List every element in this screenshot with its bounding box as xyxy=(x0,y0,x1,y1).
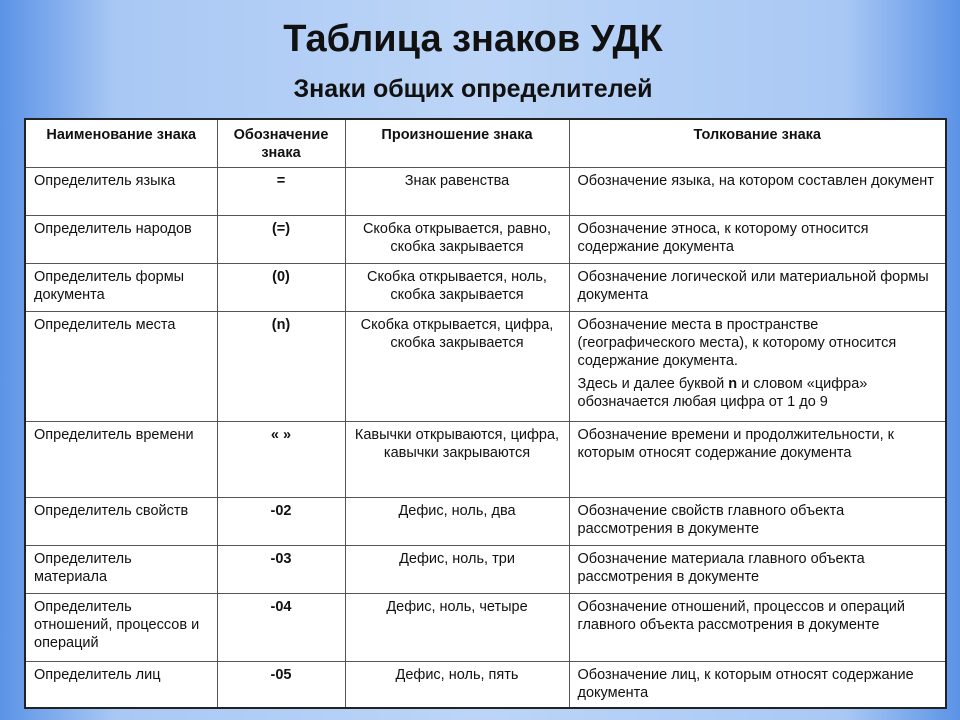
sign-pronunciation: Кавычки открываются, цифра, кавычки закрываются xyxy=(345,422,569,498)
sign-description: Обозначение отношений, процессов и операций главного объекта рассмотрения в документе xyxy=(569,594,946,662)
sign-description: Обозначение материала главного объекта рассмотрения в документе xyxy=(569,546,946,594)
sign-name: Определитель времени xyxy=(25,422,217,498)
table-row xyxy=(25,546,946,594)
table-row xyxy=(25,422,946,498)
sign-description: Обозначение языка, на котором составлен документ xyxy=(569,168,946,216)
note-text-start: Здесь и далее буквой xyxy=(577,376,729,392)
sign-name: Определитель языка xyxy=(25,168,217,216)
sign-description: Обозначение времени и продолжительности, к которым относят содержание документа xyxy=(569,422,946,498)
sign-name: Определитель свойств xyxy=(25,498,217,546)
sign-pronunciation: Дефис, ноль, пять xyxy=(345,662,569,709)
udk-signs-table xyxy=(24,118,947,709)
sign-name: Определитель отношений, процессов и операций xyxy=(25,594,217,662)
sign-pronunciation: Скобка открывается, ноль, скобка закрывается xyxy=(345,264,569,312)
sign-symbol: = xyxy=(217,168,345,216)
sign-symbol: -02 xyxy=(217,498,345,546)
sign-symbol: -05 xyxy=(217,662,345,709)
sign-name: Определитель народов xyxy=(25,216,217,264)
table-row xyxy=(25,594,946,662)
sign-symbol: (=) xyxy=(217,216,345,264)
table-row xyxy=(25,498,946,546)
sign-pronunciation: Скобка открывается, цифра, скобка закрывается xyxy=(345,312,569,422)
table-row xyxy=(25,216,946,264)
sign-pronunciation: Дефис, ноль, два xyxy=(345,498,569,546)
digit-notation-note xyxy=(578,375,938,411)
sign-name: Определитель материала xyxy=(25,546,217,594)
sign-description: Обозначение места в пространстве (географического места), к которому относится содержание документа. xyxy=(577,317,897,369)
sign-description: Обозначение логической или материальной формы документа xyxy=(569,264,946,312)
sign-description: Обозначение свойств главного объекта рассмотрения в документе xyxy=(569,498,946,546)
sign-name: Определитель лиц xyxy=(25,662,217,709)
sign-pronunciation: Дефис, ноль, четыре xyxy=(345,594,569,662)
header-sign-name: Наименование знака xyxy=(25,119,217,168)
header-sign-description: Толкование знака xyxy=(569,119,946,168)
sign-description-cell xyxy=(569,312,946,422)
note-text-end: и словом «цифра» обозначается любая цифра от 1 до 9 xyxy=(577,376,868,410)
table-row xyxy=(25,662,946,709)
sign-name: Определитель формы документа xyxy=(25,264,217,312)
header-sign-symbol: Обозначение знака xyxy=(217,119,345,168)
table-row xyxy=(25,312,946,422)
sign-symbol: « » xyxy=(217,422,345,498)
sign-symbol: -04 xyxy=(217,594,345,662)
sign-pronunciation: Скобка открывается, равно, скобка закрывается xyxy=(345,216,569,264)
sign-description: Обозначение этноса, к которому относится содержание документа xyxy=(569,216,946,264)
note-letter-n: n xyxy=(728,376,738,392)
sign-pronunciation: Знак равенства xyxy=(345,168,569,216)
sign-description: Обозначение лиц, к которым относят содержание документа xyxy=(569,662,946,709)
table-row xyxy=(25,168,946,216)
sign-pronunciation: Дефис, ноль, три xyxy=(345,546,569,594)
table-row xyxy=(25,264,946,312)
sign-name: Определитель места xyxy=(25,312,217,422)
page-title: Таблица знаков УДК xyxy=(283,18,663,60)
header-sign-pronunciation: Произношение знака xyxy=(345,119,569,168)
sign-symbol: (n) xyxy=(217,312,345,422)
sign-symbol: (0) xyxy=(217,264,345,312)
page-subtitle: Знаки общих определителей xyxy=(293,75,653,103)
table-header-row xyxy=(25,119,946,168)
sign-symbol: -03 xyxy=(217,546,345,594)
